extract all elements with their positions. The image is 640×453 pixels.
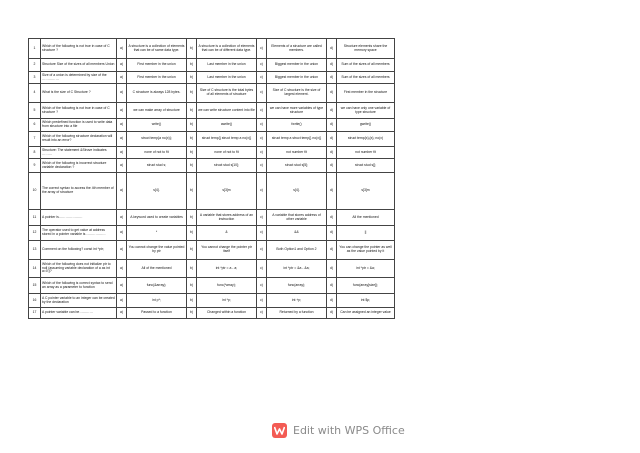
- question-text: Which of the following is correct syntax to send an array as a parameter to function: [41, 278, 117, 294]
- option-b-label: b): [187, 39, 197, 59]
- question-text: Comment on the following? const int *ptr;: [41, 241, 117, 260]
- option-a-label: a): [117, 59, 127, 72]
- option-d-text: All the mentioned: [337, 210, 395, 226]
- question-text: Structure: The statement &Struve indicates ………: [41, 147, 117, 159]
- question-number: 8: [29, 147, 41, 159]
- option-a-label: a): [117, 226, 127, 241]
- question-table: [28, 38, 395, 319]
- option-c-text: &&: [267, 226, 327, 241]
- option-b-text: &: [197, 226, 257, 241]
- table-row: [29, 147, 395, 159]
- option-a-text: int p*;: [127, 294, 187, 308]
- wps-watermark: [272, 421, 405, 439]
- table-row: [29, 39, 395, 59]
- option-c-text: Elements of a structure are called members.: [267, 39, 327, 59]
- option-d-text: struct stud s[];: [337, 159, 395, 173]
- option-c-text: struct stud s[5];: [267, 159, 327, 173]
- question-text: The operator used to get value at address stored in a pointer variable is………………: [41, 226, 117, 241]
- option-c-text: not number fit: [267, 147, 327, 159]
- option-a-label: a): [117, 241, 127, 260]
- question-number: 13: [29, 241, 41, 260]
- option-c-label: c): [257, 260, 267, 278]
- option-a-label: a): [117, 278, 127, 294]
- option-b-label: b): [187, 308, 197, 319]
- question-text: Size of a union is determined by size of the ……………: [41, 72, 117, 84]
- wps-logo-icon: [272, 423, 287, 438]
- option-a-label: a): [117, 84, 127, 103]
- option-b-text: none of not to fit: [197, 147, 257, 159]
- option-c-text: s[4].: [267, 173, 327, 210]
- option-d-text: You can change the pointer as well as the value pointed by it: [337, 241, 395, 260]
- option-c-text: Both Option1 and Option 2: [267, 241, 327, 260]
- table-row: [29, 260, 395, 278]
- question-text: What is the size of C Structure ?: [41, 84, 117, 103]
- option-b-label: b): [187, 84, 197, 103]
- option-a-text: *: [127, 226, 187, 241]
- question-text: Which of the following is not true in case of C structure ?: [41, 103, 117, 119]
- option-a-text: none of not to fit: [127, 147, 187, 159]
- option-a-label: a): [117, 308, 127, 319]
- option-d-label: d): [327, 103, 337, 119]
- option-a-text: Passed to a function: [127, 308, 187, 319]
- question-number: 4: [29, 84, 41, 103]
- option-b-label: b): [187, 226, 197, 241]
- option-d-label: d): [327, 147, 337, 159]
- option-b-label: b): [187, 59, 197, 72]
- option-a-label: a): [117, 210, 127, 226]
- question-number: 10: [29, 173, 41, 210]
- option-b-text: int *p;: [197, 294, 257, 308]
- option-c-label: c): [257, 308, 267, 319]
- option-a-text: First member in the union: [127, 72, 187, 84]
- option-b-label: b): [187, 159, 197, 173]
- option-c-label: c): [257, 59, 267, 72]
- option-a-text: First member in the union: [127, 59, 187, 72]
- option-c-label: c): [257, 84, 267, 103]
- option-c-label: c): [257, 103, 267, 119]
- option-c-text: Biggest member in the union: [267, 59, 327, 72]
- question-number: 2: [29, 59, 41, 72]
- option-a-label: a): [117, 294, 127, 308]
- question-text: Structure Size of the sizes of all members Union: [41, 59, 117, 72]
- option-b-label: b): [187, 132, 197, 147]
- option-d-text: int $p;: [337, 294, 395, 308]
- option-b-text: s[3]m: [197, 173, 257, 210]
- question-number: 6: [29, 119, 41, 132]
- option-c-text: fwrite(): [267, 119, 327, 132]
- table-row: [29, 132, 395, 147]
- question-number: 14: [29, 260, 41, 278]
- option-d-label: d): [327, 72, 337, 84]
- option-c-label: c): [257, 147, 267, 159]
- option-a-text: You cannot change the value pointed by ptr: [127, 241, 187, 260]
- option-c-text: we can have more variables of type structure: [267, 103, 327, 119]
- table-row: [29, 210, 395, 226]
- question-text: Which predefined function is used to write data from structure into a file: [41, 119, 117, 132]
- option-b-label: b): [187, 72, 197, 84]
- option-a-label: a): [117, 119, 127, 132]
- option-d-text: s[3]m: [337, 173, 395, 210]
- table-row: [29, 159, 395, 173]
- option-c-label: c): [257, 278, 267, 294]
- option-a-label: a): [117, 159, 127, 173]
- option-d-label: d): [327, 84, 337, 103]
- option-d-text: ||: [337, 226, 395, 241]
- option-a-text: struct temp{a no(x)};: [127, 132, 187, 147]
- table-row: [29, 241, 395, 260]
- option-b-label: b): [187, 173, 197, 210]
- option-a-text: struct stud s;: [127, 159, 187, 173]
- option-a-label: a): [117, 103, 127, 119]
- option-c-text: Returned by a function: [267, 308, 327, 319]
- option-d-text: gwrite(): [337, 119, 395, 132]
- option-a-label: a): [117, 39, 127, 59]
- option-a-label: a): [117, 260, 127, 278]
- option-d-label: d): [327, 260, 337, 278]
- option-a-label: a): [117, 72, 127, 84]
- option-b-label: b): [187, 278, 197, 294]
- table-row: [29, 103, 395, 119]
- option-a-label: a): [117, 132, 127, 147]
- question-text: Which of the following does not initialize ptr to null (assuming variable declaration of a as int a=0;)?: [41, 260, 117, 278]
- option-d-label: d): [327, 241, 337, 260]
- option-a-text: A keyword used to create variables: [127, 210, 187, 226]
- option-d-label: d): [327, 173, 337, 210]
- question-text: The correct syntax to access the 4th member of the array of structure: [41, 173, 117, 210]
- option-c-label: c): [257, 119, 267, 132]
- question-text: A pointer variable can be…………: [41, 308, 117, 319]
- question-number: 5: [29, 103, 41, 119]
- option-c-label: c): [257, 294, 267, 308]
- table-row: [29, 308, 395, 319]
- option-c-text: struct temp a struct temp{} no(x)}: [267, 132, 327, 147]
- option-b-text: Changed within a function: [197, 308, 257, 319]
- option-b-text: Size of C structure is the total bytes of all elements of structure: [197, 84, 257, 103]
- question-number: 12: [29, 226, 41, 241]
- option-c-text: int +p;: [267, 294, 327, 308]
- option-a-label: a): [117, 147, 127, 159]
- option-d-label: d): [327, 278, 337, 294]
- option-b-text: A structure is a collection of elements that can be of different data type.: [197, 39, 257, 59]
- option-c-label: c): [257, 241, 267, 260]
- table-row: [29, 84, 395, 103]
- option-b-text: int *ptr = a - a;: [197, 260, 257, 278]
- question-number: 16: [29, 294, 41, 308]
- option-b-label: b): [187, 241, 197, 260]
- option-c-label: c): [257, 210, 267, 226]
- option-d-text: Can be assigned an integer value: [337, 308, 395, 319]
- question-text: A pointer is…………………: [41, 210, 117, 226]
- option-d-label: d): [327, 210, 337, 226]
- option-a-text: s[4].: [127, 173, 187, 210]
- option-c-text: Size of C structure is the size of largest element.: [267, 84, 327, 103]
- question-number: 17: [29, 308, 41, 319]
- question-number: 11: [29, 210, 41, 226]
- option-d-text: First member in the structure: [337, 84, 395, 103]
- option-a-text: write(): [127, 119, 187, 132]
- option-b-text: awrite(): [197, 119, 257, 132]
- option-b-label: b): [187, 294, 197, 308]
- question-text: A C pointer variable to an integer can be created by the declaration: [41, 294, 117, 308]
- question-number: 7: [29, 132, 41, 147]
- option-c-label: c): [257, 72, 267, 84]
- question-text: Which of the following is incorrect structure variable declaration ?: [41, 159, 117, 173]
- option-a-label: a): [117, 173, 127, 210]
- table-row: [29, 226, 395, 241]
- option-d-label: d): [327, 39, 337, 59]
- table-row: [29, 72, 395, 84]
- option-d-text: Structure elements share the memory space: [337, 39, 395, 59]
- option-b-label: b): [187, 210, 197, 226]
- option-d-label: d): [327, 226, 337, 241]
- option-c-label: c): [257, 159, 267, 173]
- option-c-label: c): [257, 226, 267, 241]
- option-d-text: not number fit: [337, 147, 395, 159]
- table-row: [29, 278, 395, 294]
- option-a-text: All of the mentioned: [127, 260, 187, 278]
- table-row: [29, 119, 395, 132]
- option-a-text: C structure is always 128 bytes.: [127, 84, 187, 103]
- option-d-text: we can have only one variable of type structure: [337, 103, 395, 119]
- option-d-text: func(array[size]);: [337, 278, 395, 294]
- option-b-label: b): [187, 147, 197, 159]
- wps-watermark-text: Edit with WPS Office: [293, 423, 405, 437]
- option-b-text: You cannot change the pointer ptr itself: [197, 241, 257, 260]
- option-b-text: Last member in the union: [197, 59, 257, 72]
- option-a-text: func(&array);: [127, 278, 187, 294]
- option-d-text: int *ptr = &a;: [337, 260, 395, 278]
- option-c-label: c): [257, 173, 267, 210]
- question-number: 9: [29, 159, 41, 173]
- option-c-text: int *ptr = &a - &a;: [267, 260, 327, 278]
- option-d-text: Sum of the sizes of all members: [337, 72, 395, 84]
- question-text: Which of the following is not true in case of C structure ?: [41, 39, 117, 59]
- option-c-text: func(array);: [267, 278, 327, 294]
- option-b-label: b): [187, 103, 197, 119]
- question-text: Which of the following structure declaration will result into an error?: [41, 132, 117, 147]
- option-c-text: A variable that stores address of other variable: [267, 210, 327, 226]
- option-c-label: c): [257, 132, 267, 147]
- option-b-text: A variable that stores address of an instruction: [197, 210, 257, 226]
- table-row: [29, 59, 395, 72]
- option-d-label: d): [327, 119, 337, 132]
- option-d-label: d): [327, 59, 337, 72]
- option-d-label: d): [327, 294, 337, 308]
- option-d-label: d): [327, 308, 337, 319]
- option-b-text: func(*array);: [197, 278, 257, 294]
- option-c-label: c): [257, 39, 267, 59]
- option-d-label: d): [327, 132, 337, 147]
- option-c-text: Biggest member in the union: [267, 72, 327, 84]
- question-number: 1: [29, 39, 41, 59]
- question-number: 15: [29, 278, 41, 294]
- option-a-text: we can make array of structure: [127, 103, 187, 119]
- option-b-text: Last member in the union: [197, 72, 257, 84]
- option-b-text: struct temp{} struct temp a no(x)}: [197, 132, 257, 147]
- option-a-text: A structure is a collection of elements that can be of same data type.: [127, 39, 187, 59]
- option-b-text: we can write structure content into file: [197, 103, 257, 119]
- option-b-label: b): [187, 260, 197, 278]
- option-d-text: Sum of the sizes of all members: [337, 59, 395, 72]
- table-row: [29, 173, 395, 210]
- table-row: [29, 294, 395, 308]
- option-d-label: d): [327, 159, 337, 173]
- question-number: 3: [29, 72, 41, 84]
- option-b-text: struct stud s[10];: [197, 159, 257, 173]
- option-d-text: struct temp{x};{x}; no(x): [337, 132, 395, 147]
- option-b-label: b): [187, 119, 197, 132]
